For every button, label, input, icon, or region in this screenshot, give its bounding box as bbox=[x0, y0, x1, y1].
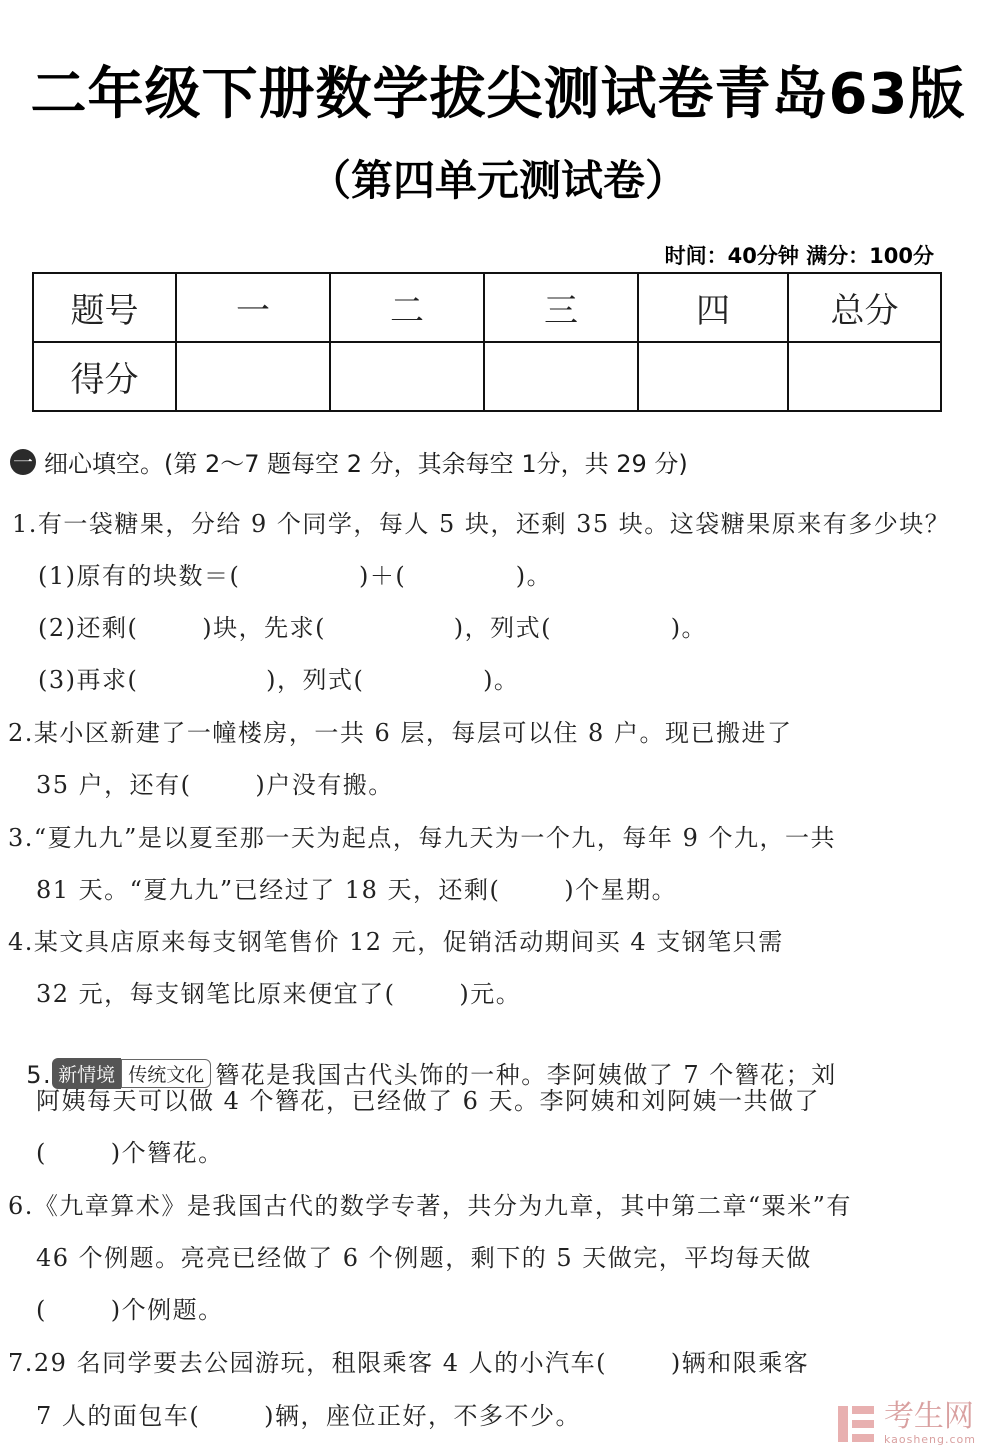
question-line: 4.某文具店原来每支钢笔售价 12 元，促销活动期间买 4 支钢笔只需 bbox=[8, 928, 784, 956]
question-line: 2.某小区新建了一幢楼房，一共 6 层，每层可以住 8 户。现已搬进了 bbox=[8, 719, 793, 747]
page-title: 二年级下册数学拔尖测试卷青岛63版 bbox=[30, 62, 966, 127]
score-table-cell: 一 bbox=[176, 273, 330, 342]
score-table bbox=[32, 272, 942, 412]
score-table-cell: 得分 bbox=[33, 342, 176, 411]
question-line: 7 人的面包车( )辆，座位正好，不多不少。 bbox=[36, 1402, 582, 1430]
score-table-score-row bbox=[33, 342, 941, 411]
question-line: 32 元，每支钢笔比原来便宜了( )元。 bbox=[36, 980, 522, 1008]
question-line: 1.有一袋糖果，分给 9 个同学，每人 5 块，还剩 35 块。这袋糖果原来有多少块？ bbox=[12, 510, 951, 538]
score-input-cell[interactable] bbox=[330, 342, 484, 411]
score-input-cell[interactable] bbox=[638, 342, 788, 411]
question-line: 6.《九章算术》是我国古代的数学专著，共分为九章，其中第二章“粟米”有 bbox=[8, 1192, 852, 1220]
tag-new-context: 新情境 bbox=[52, 1058, 121, 1089]
question-line: ( )个簪花。 bbox=[36, 1139, 224, 1167]
score-input-cell[interactable] bbox=[176, 342, 330, 411]
question-line: 81 天。“夏九九”已经过了 18 天，还剩( )个星期。 bbox=[36, 876, 678, 904]
section-heading-text: 细心填空。(第 2～7 题每空 2 分，其余每空 1分，共 29 分) bbox=[44, 450, 688, 478]
score-input-cell[interactable] bbox=[484, 342, 638, 411]
time-score-info: 时间：40分钟 满分：100分 bbox=[664, 244, 934, 268]
page-subtitle: （第四单元测试卷） bbox=[308, 156, 687, 205]
question-line: 阿姨每天可以做 4 个簪花，已经做了 6 天。李阿姨和刘阿姨一共做了 bbox=[36, 1087, 821, 1115]
watermark-text: 考生网 bbox=[883, 1399, 974, 1434]
score-input-cell[interactable] bbox=[788, 342, 941, 411]
score-table-cell: 题号 bbox=[33, 273, 176, 342]
question-line: 35 户，还有( )户没有搬。 bbox=[36, 771, 394, 799]
section-number-badge: 一 bbox=[10, 449, 36, 475]
score-table-header-row bbox=[33, 273, 941, 342]
score-table-cell: 总分 bbox=[788, 273, 941, 342]
watermark-logo-icon bbox=[834, 1402, 878, 1446]
watermark bbox=[834, 1401, 976, 1446]
question-text: 簪花是我国古代头饰的一种。李阿姨做了 7 个簪花；刘 bbox=[215, 1061, 837, 1089]
score-table-cell: 二 bbox=[330, 273, 484, 342]
watermark-subtext: kaosheng.com bbox=[883, 1433, 976, 1446]
question-line: 3.“夏九九”是以夏至那一天为起点，每九天为一个九，每年 9 个九，一共 bbox=[8, 824, 836, 852]
section-heading bbox=[10, 444, 688, 479]
score-table-cell: 三 bbox=[484, 273, 638, 342]
question-line: (2)还剩( )块，先求( )，列式( )。 bbox=[38, 614, 708, 642]
question-number: 5. bbox=[26, 1061, 53, 1089]
question-line: ( )个例题。 bbox=[36, 1296, 224, 1324]
tag-traditional-culture: 传统文化 bbox=[121, 1059, 211, 1088]
question-line: (3)再求( )，列式( )。 bbox=[38, 666, 520, 694]
question-line: (1)原有的块数＝( )＋( )。 bbox=[38, 562, 553, 590]
question-line: 46 个例题。亮亮已经做了 6 个例题，剩下的 5 天做完，平均每天做 bbox=[36, 1244, 812, 1272]
question-line: 7.29 名同学要去公园游玩，租限乘客 4 人的小汽车( )辆和限乘客 bbox=[8, 1349, 810, 1377]
score-table-cell: 四 bbox=[638, 273, 788, 342]
